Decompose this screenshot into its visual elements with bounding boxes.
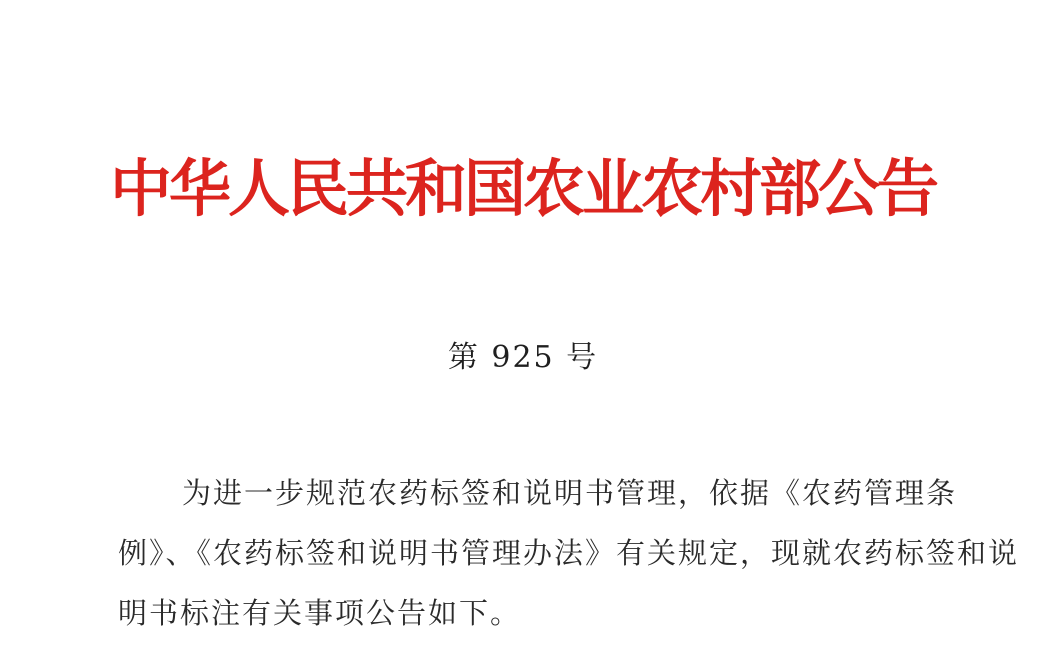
document-number: 第 925 号 [447, 340, 599, 375]
document-body [118, 463, 1020, 643]
body-paragraph-line: 例》、《农药标签和说明书管理办法》有关规定，现就农药标签和说 [118, 536, 1020, 570]
document-title: 中华人民共和国农业农村部公告 [109, 152, 936, 225]
body-paragraph-line: 为进一步规范农药标签和说明书管理，依据《农药管理条 [182, 476, 958, 510]
body-paragraph-line: 明书标注有关事项公告如下。 [118, 596, 522, 630]
